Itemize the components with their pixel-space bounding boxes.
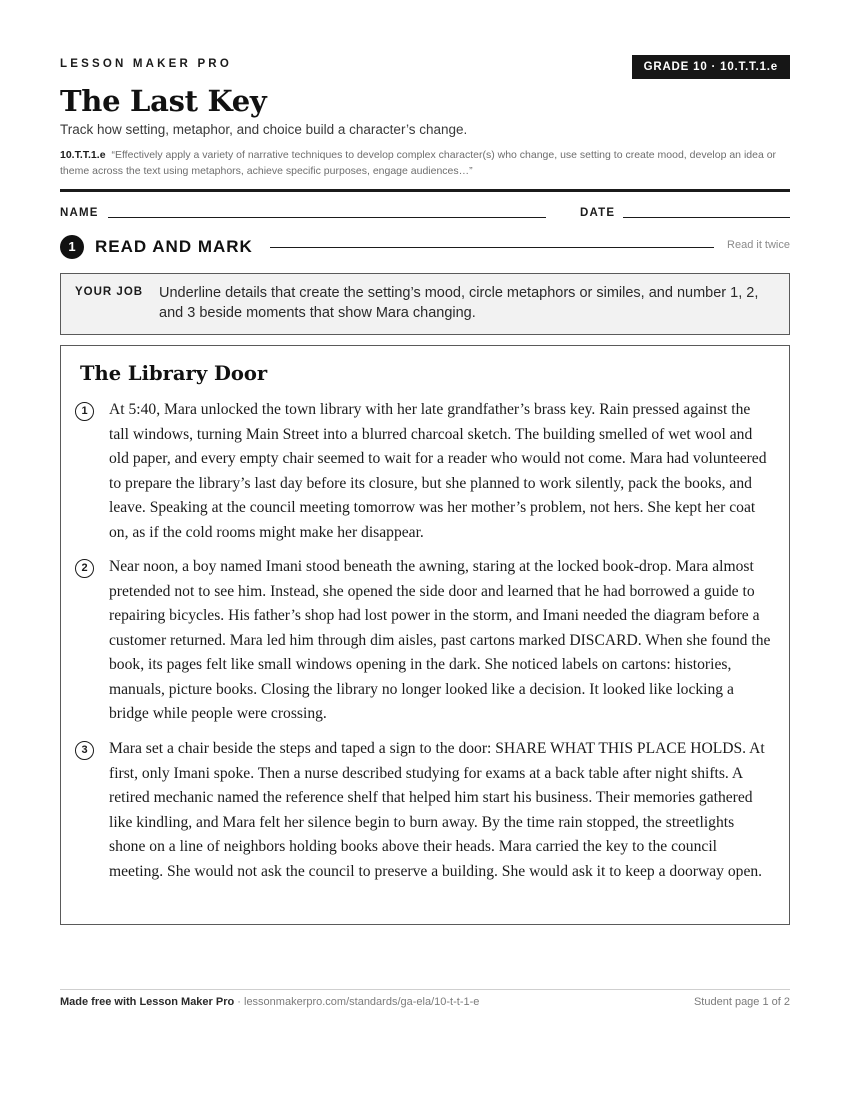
paragraph-text: Near noon, a boy named Imani stood beneath the awning, staring at the locked book-drop. Mara almost pretended not to see him. Instead, she opened the side door and learned that he had borrowed a guide to repairing bicycles. His father’s shop had lost power in the storm, and Imani needed the diagram before a customer returned. Mara led him through dim aisles, past cartons marked DISCARD. When she found the book, its pages felt like small windows opening in the dark. She noticed labels on cartons: histories, manuals, picture books. Closing the library no longer looked like a decision. It looked like locking a bridge while people were crossing. (109, 558, 771, 722)
footer-page-number: Student page 1 of 2 (693, 996, 790, 1008)
page-subtitle: Track how setting, metaphor, and choice build a character’s change. (60, 122, 468, 137)
section-note: Read it twice (727, 239, 790, 251)
footer (60, 996, 790, 1008)
standard-text: “Effectively apply a variety of narrative techniques to develop complex character(s) who change, use setting to create mood, develop an idea or theme across the text using metaphors, achieve specific purposes, engage audiences…” (60, 149, 777, 177)
name-date-row (60, 205, 790, 221)
page-title: The Last Key (60, 84, 267, 118)
top-bar (60, 55, 790, 79)
grade-badge: GRADE 10 · 10.T.T.1.e (632, 55, 790, 79)
paragraph-number: 1 (75, 402, 94, 421)
paragraph-number: 3 (75, 741, 94, 760)
paragraph-text: Mara set a chair beside the steps and taped a sign to the door: SHARE WHAT THIS PLACE HOLDS. At first, only Imani spoke. Then a nurse described studying for exams at a back table after night shifts. A retired mechanic named the reference shelf that helped him start his business. Their memories gathered like kindling, and Mara felt her silence begin to burn away. By the time rain stopped, the streetlights shone on a line of neighbors holding books above their heads. Mara carried the key to the council meeting. She would not ask the council to preserve a building. She would ask it to keep a doorway open. (109, 740, 765, 880)
section-number-badge: 1 (60, 235, 84, 259)
job-text: Underline details that create the setting’s mood, circle metaphors or similes, and number 1, 2, and 3 beside moments that show Mara changing. (159, 285, 759, 321)
date-field[interactable] (623, 217, 790, 218)
standard-description (60, 147, 790, 179)
footer-divider (60, 989, 790, 990)
section-header (60, 235, 790, 259)
paragraph-text: At 5:40, Mara unlocked the town library with her late grandfather’s brass key. Rain pressed against the tall windows, turning Main Street into a blurred charcoal sketch. The building smelled of wet wool and old paper, and every empty chair seemed to wait for a reader who would not come. Mara had volunteered to prepare the library’s last day before its closure, but she planned to work silently, pack the books, and leave. Speaking at the council meeting tomorrow was her mother’s problem, not hers. She kept her coat on, as if the cold rooms might make her disappear. (109, 401, 767, 541)
name-label: NAME (60, 207, 99, 219)
story-box (60, 345, 790, 925)
footer-url: · lessonmakerpro.com/standards/ga-ela/10-t-t-1-e (234, 996, 480, 1008)
story-title: The Library Door (80, 362, 268, 385)
standard-code: 10.T.T.1.e (60, 149, 106, 161)
paragraph-number: 2 (75, 559, 94, 578)
section-rule (270, 247, 714, 248)
date-label: DATE (580, 207, 616, 219)
name-field[interactable] (108, 217, 546, 218)
job-instructions-box (60, 273, 790, 335)
brand-name: LESSON MAKER PRO (60, 58, 232, 70)
section-title: READ AND MARK (95, 237, 253, 256)
header-divider (60, 189, 790, 192)
job-label: YOUR JOB (75, 286, 144, 298)
footer-made-with: Made free with Lesson Maker Pro (60, 996, 235, 1008)
